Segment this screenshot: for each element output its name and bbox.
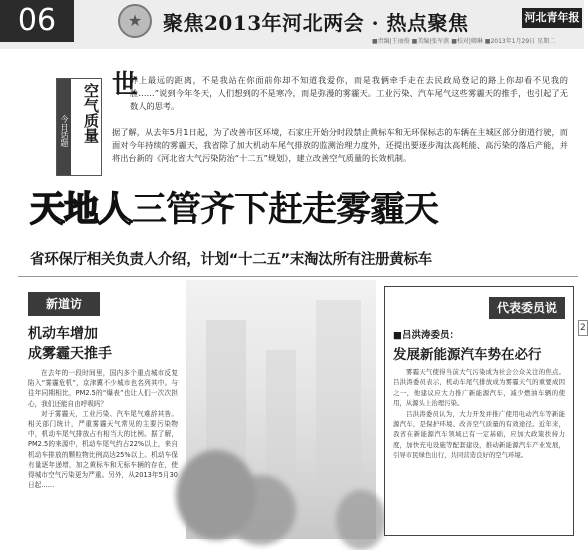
photo-tree xyxy=(226,475,296,545)
headline-part2: 三管齐下赶走雾霾天 xyxy=(132,190,439,230)
left-title-line2: 成雾霾天推手 xyxy=(28,346,112,362)
emblem-icon xyxy=(118,4,152,38)
topic-tag-small: 今日话题 xyxy=(57,79,71,175)
representative-box xyxy=(384,286,574,536)
photo-tree xyxy=(336,490,386,550)
edition-meta: ■责编|王丽俊 ■美编|张军燕 ■校对|卿琳 ■2013年1月29日 星期二 xyxy=(372,38,556,45)
corner-number: 2 xyxy=(578,320,588,336)
topic-tag xyxy=(56,78,102,176)
photo-building xyxy=(266,350,296,480)
page-header xyxy=(0,0,584,49)
left-article-body xyxy=(28,368,178,490)
left-para-1: 在去年的一段时间里，国内多个重点城市反复陷入“雾霾危机”，京津冀不少城市也名列其中。与往年同期相比，PM2.5的“爆表”也让人们一次次担心，我们还能自由呼吸吗？ xyxy=(28,369,178,408)
photo-building xyxy=(316,300,361,480)
left-section-tag: 新道访 xyxy=(28,292,100,316)
smog-photo xyxy=(186,280,376,539)
right-para-2: 吕洪涛委员认为，大力开发并推广使用电动汽车等新能源汽车，是保护环境、改善空气质量的有效途径。近年来，我省在新能源汽车领域已有一定基础，应加大政策扶持力度，加快充电设施等配套建设，推动新能源汽车产业发展，引导市民绿色出行，共同营造良好的空气环境。 xyxy=(393,409,565,460)
right-para-1: 雾霾天气使得当前大气污染成为社会公众关注的焦点。吕洪涛委员表示，机动车尾气排放成为雾霾天气的重要成因之一，他建议应大力推广新能源汽车，减少燃油车辆的使用，从源头上治理污染。 xyxy=(393,368,565,408)
topic-tag-title: 空气质量 xyxy=(82,83,100,143)
quote-lead-char: 世 xyxy=(112,70,139,100)
main-headline xyxy=(30,188,570,232)
left-article-title xyxy=(28,324,178,364)
left-para-2: 对于雾霾天，工业污染、汽车尾气难辞其咎。相关部门统计，严重雾霾天气常见的主要污染物中，机动车尾气排放占有相当大的比例。据了解，PM2.5的来源中，机动车尾气约占22%以上，来自机动车排放的颗粒物比例高达25%以上。机动车保有量逐年递增，加之黄标车和无标车辆的存在，使得城市空气污染更为严重。另外，从2013年5月30日起…… xyxy=(28,409,178,490)
left-title-line1: 机动车增加 xyxy=(28,326,98,342)
page-number: 06 xyxy=(0,0,74,42)
sub-headline: 省环保厅相关负责人介绍，计划“十二五”末淘汰所有注册黄标车 xyxy=(30,252,432,268)
right-section-tag: 代表委员说 xyxy=(489,297,565,319)
right-article-title: 发展新能源汽车势在必行 xyxy=(393,347,542,363)
topic-quote: 界上最远的距离，不是我站在你面前你却不知道我爱你，而是我俩牵手走在去民政局登记的路上你却看不见我的脸……”说到今年冬天，人们想到的不是寒冷，而是弥漫的雾霾天。工业污染、汽车尾气这些雾霾天的推手，也引起了无数人的思考。 xyxy=(130,75,568,111)
representative-name: ■吕洪涛委员： xyxy=(393,330,459,341)
headline-part1: 天地人 xyxy=(30,190,133,230)
right-article-body xyxy=(393,367,565,461)
topic-body: 据了解，从去年5月1日起，为了改善市区环境，石家庄开始分时段禁止黄标车和无环保标志的车辆在主城区部分街道行驶，而面对今年持续的雾霾天，我省除了加大机动车尾气排放的监测治理力度外，还提出要逐步淘汰高耗能、高污染的落后产能，并将出台新的《河北省大气污染防治“十二五”规划》，建立改善空气质量的长效机制。 xyxy=(112,127,568,163)
divider xyxy=(18,276,578,277)
section-title: 聚焦2013年河北两会 · 热点聚焦 xyxy=(163,11,469,35)
newspaper-logo: 河北青年报 xyxy=(522,8,582,28)
